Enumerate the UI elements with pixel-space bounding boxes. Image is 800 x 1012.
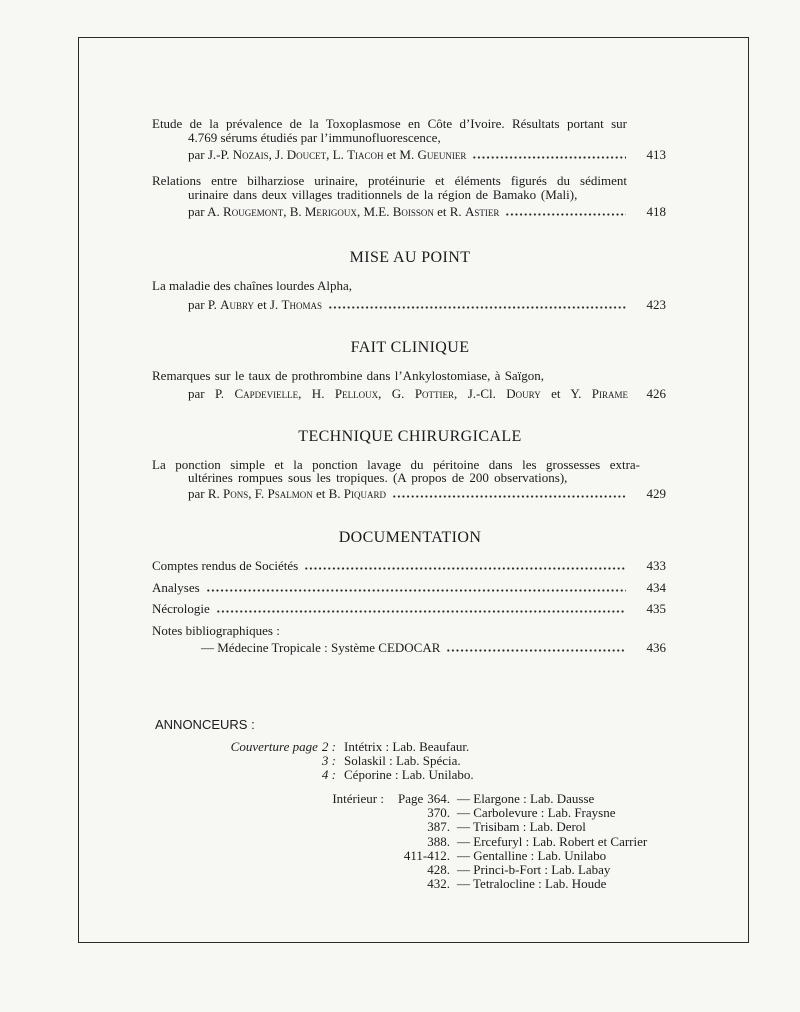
entry-title-line: Remarques sur le taux de prothrombine dans l’Ankylostomiase, à Saïgon, [152, 368, 545, 383]
interior-ad-text: — Gentalline : Lab. Unilabo [457, 848, 607, 863]
interior-ad-row [0, 849, 800, 863]
documentation-item [152, 602, 666, 616]
author-name: Gueunier [417, 147, 467, 162]
leader-dots [304, 562, 626, 570]
interior-ad-text: — Carbolevure : Lab. Fraysne [457, 805, 616, 820]
byline-text: , J.-Cl. [454, 386, 507, 401]
page-number: 436 [646, 640, 666, 655]
leader-dots [328, 301, 626, 309]
author-name: Boisson [392, 204, 434, 219]
author-name: Pons [223, 486, 249, 501]
interior-ad-text: — Elargone : Lab. Dausse [457, 791, 595, 806]
byline-text: et J. [254, 297, 282, 312]
byline-text: , F. [248, 486, 268, 501]
page-number: 423 [646, 297, 666, 312]
documentation-item [201, 641, 666, 655]
byline-text: et B. [312, 486, 344, 501]
documentation-item [152, 559, 666, 573]
interior-ad-row [0, 835, 800, 849]
author-list [188, 148, 466, 162]
interior-ad-row [0, 806, 800, 820]
section-heading: DOCUMENTATION [338, 529, 482, 546]
section-heading: TECHNIQUE CHIRURGICALE [298, 428, 522, 445]
interior-ad-row [0, 820, 800, 834]
entry-byline [188, 387, 666, 401]
entry-byline [188, 205, 666, 219]
documentation-label: Nécrologie [152, 601, 210, 616]
interior-page: 387. [427, 819, 450, 834]
author-name: Aubry [220, 297, 255, 312]
author-name: Doucet [286, 147, 327, 162]
interior-ad-row [0, 792, 800, 806]
documentation-item [152, 581, 666, 595]
byline-text: , J. [268, 147, 287, 162]
byline-text: par P. [188, 386, 235, 401]
author-list [188, 487, 386, 501]
interior-ad-row [0, 877, 800, 891]
entry-byline [188, 148, 666, 162]
author-name: Pirame [591, 386, 629, 401]
leader-dots [446, 644, 626, 652]
interior-page: 432. [427, 876, 450, 891]
byline-text: et M. [383, 147, 418, 162]
interior-label: Intérieur : [332, 791, 384, 806]
entry-byline [188, 487, 666, 501]
page-number: 413 [646, 147, 666, 162]
page-number: 433 [646, 558, 666, 573]
byline-text: et Y. [540, 386, 592, 401]
documentation-label: Analyses [152, 580, 200, 595]
cover-label: Couverture page [230, 739, 318, 754]
byline-text: par P. [188, 297, 221, 312]
author-name: Doury [506, 386, 541, 401]
entry-title-line: 4.769 sérums étudiés par l’immunofluorescence, [188, 130, 441, 145]
interior-ad-text: — Trisibam : Lab. Derol [457, 819, 586, 834]
leader-dots [505, 208, 626, 216]
section-heading: FAIT CLINIQUE [350, 339, 470, 356]
cover-page: 3 : [321, 753, 336, 768]
leader-dots [216, 605, 626, 613]
page-word: Page [397, 791, 424, 806]
cover-page: 4 : [321, 767, 336, 782]
section-heading: MISE AU POINT [349, 249, 471, 266]
byline-text: , L. [326, 147, 348, 162]
interior-page: 428. [427, 862, 450, 877]
byline-text: , B. [283, 204, 305, 219]
documentation-label: Comptes rendus de Sociétés [152, 558, 299, 573]
cover-ad-row [0, 768, 800, 782]
interior-page: 370. [427, 805, 450, 820]
page-number: 418 [646, 204, 666, 219]
byline-text: et R. [433, 204, 465, 219]
author-name: Psalmon [267, 486, 313, 501]
byline-text: par R. [188, 486, 224, 501]
interior-page-ref [290, 792, 450, 806]
author-name: Rougemont [223, 204, 284, 219]
byline-text: , M.E. [356, 204, 393, 219]
entry-title-line: urinaire dans deux villages traditionnels de la région de Bamako (Mali), [188, 187, 578, 202]
entry-title-line: Etude de la prévalence de la Toxoplasmose en Côte d’Ivoire. Résultats portant sur [152, 116, 627, 131]
byline-text: , G. [378, 386, 415, 401]
page-number: 426 [646, 386, 666, 401]
page-number: 434 [646, 580, 666, 595]
advertisers-heading: ANNONCEURS : [155, 717, 255, 732]
byline-text: par A. [188, 204, 224, 219]
page-number: 435 [646, 601, 666, 616]
interior-ad-text: — Princi-b-Fort : Lab. Labay [457, 862, 611, 877]
author-name: Piquard [343, 486, 386, 501]
interior-page: 411-412. [403, 848, 450, 863]
entry-byline [188, 298, 666, 312]
byline-text: par J.-P. [188, 147, 233, 162]
page-number: 429 [646, 486, 666, 501]
author-name: Pottier [414, 386, 455, 401]
notes-label: Notes bibliographiques : [152, 623, 280, 638]
author-name: Tiacoh [347, 147, 384, 162]
documentation-label: — Médecine Tropicale : Système CEDOCAR [201, 640, 441, 655]
cover-ad-text: Céporine : Lab. Unilabo. [344, 767, 474, 782]
cover-ad-row [0, 754, 800, 768]
entry-title-line: La ponction simple et la ponction lavage du péritoine dans les grossesses extra- [152, 457, 640, 472]
interior-ad-text: — Tetralocline : Lab. Houde [457, 876, 607, 891]
entry-title-line: Relations entre bilharziose urinaire, protéinurie et éléments figurés du sédiment [152, 173, 627, 188]
author-list [188, 387, 628, 401]
cover-ad-text: Solaskil : Lab. Spécia. [344, 753, 461, 768]
author-name: Astier [464, 204, 500, 219]
cover-page-ref [190, 740, 336, 754]
author-name: Merigoux [304, 204, 357, 219]
author-list [188, 205, 499, 219]
entry-title-line: ultérines rompues sous les tropiques. (A propos de 200 observations), [188, 470, 568, 485]
leader-dots [392, 490, 626, 498]
interior-page: 388. [427, 834, 450, 849]
entry-title-line: La maladie des chaînes lourdes Alpha, [152, 278, 352, 293]
interior-page: 364. [427, 791, 450, 806]
cover-ad-row [0, 740, 800, 754]
author-name: Thomas [281, 297, 322, 312]
author-name: Pelloux [334, 386, 379, 401]
cover-page: 2 : [321, 739, 336, 754]
interior-ad-text: — Ercefuryl : Lab. Robert et Carrier [457, 834, 648, 849]
interior-ad-row [0, 863, 800, 877]
byline-text: , H. [298, 386, 335, 401]
author-name: Capdevielle [234, 386, 299, 401]
leader-dots [472, 151, 626, 159]
author-name: Nozais [232, 147, 269, 162]
leader-dots [206, 584, 626, 592]
cover-ad-text: Intétrix : Lab. Beaufaur. [344, 739, 470, 754]
author-list [188, 298, 322, 312]
